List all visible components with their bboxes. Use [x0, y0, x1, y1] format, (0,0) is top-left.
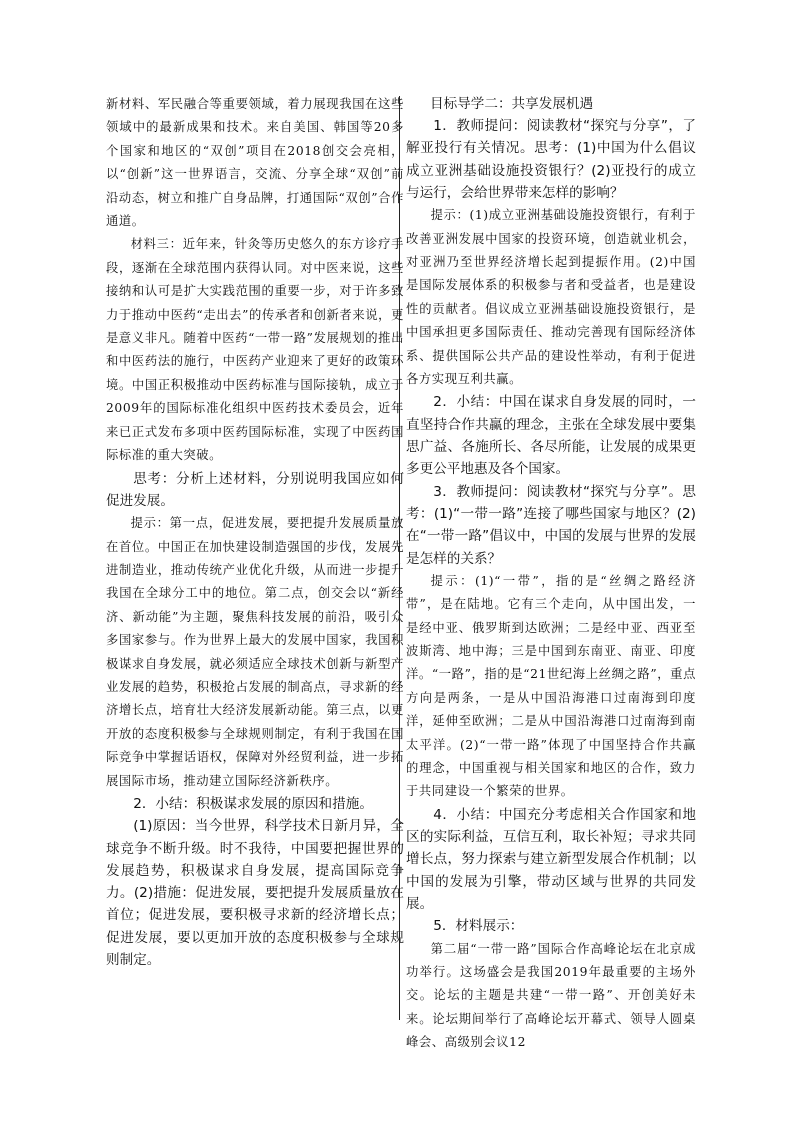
paragraph-summary-cooperation: 4．小结：中国充分考虑相关合作国家和地区的实际利益，互信互利，取长补短；寻求共同增长点，努力探索与建立新型发展合作机制；以中国的发展为引擎，带动区域与世界的共同发展。: [406, 806, 696, 913]
paragraph-summary-win-win: 2．小结：中国在谋求自身发展的同时，一直坚持合作共赢的理念，主张在全球发展中要集思广益、各施所长、各尽所能，让发展的成果更多更公平地惠及各个国家。: [406, 394, 696, 478]
right-column: [406, 93, 696, 1055]
paragraph-think-question: 思考：分析上述材料，分别说明我国应如何促进发展。: [106, 470, 404, 509]
paragraph-material-three: 材料三：近年来，针灸等历史悠久的东方诊疗手段，逐渐在全球范围内获得认同。对中医来说，这些接纳和认可是扩大实践范围的重要一步，对于许多致力于推动中医药“走出去”的传承者和创新者来说，更是意义非凡。随着中医药“一带一路”发展规划的推出和中医药法的施行，中医药产业迎来了更好的政策环境。中国正积极推动中医药标准与国际接轨，成立于2009年的国际标准化组织中医药技术委员会，近年来已正式发布多项中医药国际标准，实现了中医药国际标准的重大突破。: [106, 237, 404, 463]
paragraph-teacher-question-belt-road: 3．教师提问：阅读教材“探究与分享”。思考：(1)“一带一路”连接了哪些国家与地区？(2)在“一带一路”倡议中，中国的发展与世界的发展是怎样的关系？: [406, 483, 696, 567]
left-column: [106, 93, 404, 971]
paragraph-summary-title: 2．小结：积极谋求发展的原因和措施。: [133, 795, 373, 812]
paragraph-teacher-question-aiib: 1．教师提问：阅读教材“探究与分享”，了解亚投行有关情况。思考：(1)中国为什么倡议成立亚洲基础设施投资银行？(2)亚投行的成立与运行，会给世界带来怎样的影响？: [406, 118, 696, 201]
paragraph-summary-body: (1)原因：当今世界，科学技术日新月异，全球竞争不断升级。时不我待，中国要把握世界的发展趋势，积极谋求自身发展，提高国际竞争力。(2)措施：促进发展，要把提升发展质量放在首位；促进发展，要积极寻求新的经济增长点；促进发展，要以更加开放的态度积极参与全球规则制定。: [106, 818, 404, 969]
paragraph-hint-aiib: 提示：(1)成立亚洲基础设施投资银行，有利于改善亚洲发展中国家的投资环境，创造就业机会，对亚洲乃至世界经济增长起到提振作用。(2)中国是国际发展体系的积极参与者和受益者，也是建设性的贡献者。倡议成立亚洲基础设施投资银行，是中国承担更多国际责任、推动完善现有国际经济体系、提供国际公共产品的建设性举动，有利于促进各方实现互利共赢。: [406, 208, 696, 387]
section-heading-shared-development: 目标导学二：共享发展机遇: [430, 96, 594, 112]
paragraph-material-forum: 第二届“一带一路”国际合作高峰论坛在北京成功举行。这场盛会是我国2019年最重要的主场外交。论坛的主题是共建“一带一路”、开创美好未来。论坛期间举行了高峰论坛开幕式、领导人圆桌峰会、高级别会议12: [406, 941, 696, 1050]
paragraph-hint: 提示：第一点，促进发展，要把提升发展质量放在首位。中国正在加快建设制造强国的步伐，发展先进制造业，推动传统产业优化升级，从而进一步提升我国在全球分工中的地位。第二点，创交会以“新经济、新动能”为主题，聚焦科技发展的前沿，吸引众多国家参与。作为世界上最大的发展中国家，我国积极谋求自身发展，就必须适应全球技术创新与新型产业发展的趋势，积极抢占发展的制高点，寻求新的经济增长点，培育壮大经济发展新动能。第三点，以更开放的态度积极参与全球规则制定，有利于我国在国际竞争中掌握话语权，保障对外经贸利益，进一步拓展国际市场，推动建立国际经济新秩序。: [106, 516, 404, 788]
paragraph-material-two-end: 新材料、军民融合等重要领域，着力展现我国在这些领域中的最新成果和技术。来自美国、韩国等20多个国家和地区的“双创”项目在2018创交会亮相，以“创新”这一世界语言，交流、分享全球“双创”前沿动态，树立和推广自身品牌，打通国际“双创”合作通道。: [106, 97, 404, 229]
paragraph-material-display-title: 5．材料展示：: [433, 918, 524, 935]
paragraph-hint-belt-road: 提示：(1)“一带”，指的是“丝绸之路经济带”，是在陆地。它有三个走向，从中国出发，一是经中亚、俄罗斯到达欧洲；二是经中亚、西亚至波斯湾、地中海；三是中国到东南亚、南亚、印度洋。“一路”，指的是“21世纪海上丝绸之路”，重点方向是两条，一是从中国沿海港口过南海到印度洋，延伸至欧洲；二是从中国沿海港口过南海到南太平洋。(2)“一带一路”体现了中国坚持合作共赢的理念，中国重视与相关国家和地区的合作，致力于共同建设一个繁荣的世界。: [406, 573, 696, 799]
